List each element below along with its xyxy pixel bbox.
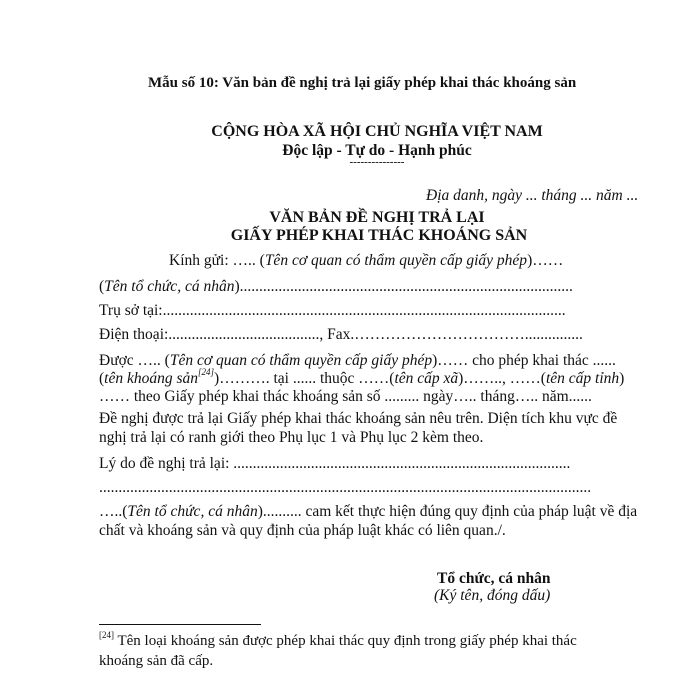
commitment-line1: …..(Tên tổ chức, cá nhân).......... cam kết thực hiện đúng quy định của pháp luật về địa: [99, 503, 638, 520]
address-field: Trụ sở tại:........................................................................................................: [99, 302, 566, 319]
request-para-line1: Đề nghị được trả lại Giấy phép khai thác khoáng sản nêu trên. Diện tích khu vực đề: [99, 410, 618, 427]
license-para-line3: …… theo Giấy phép khai thác khoáng sản số ......... ngày….. tháng….. năm......: [99, 388, 592, 405]
footnote-line1: [24] Tên loại khoáng sản được phép khai thác quy định trong giấy phép khai thác: [99, 630, 577, 649]
phone-fax-field: Điện thoại:......................................., Fax.……………………………...............: [99, 326, 583, 343]
document-title-line1: VĂN BẢN ĐỀ NGHỊ TRẢ LẠI: [269, 209, 485, 226]
footnote-line2: khoáng sản đã cấp.: [99, 653, 214, 669]
footnote-separator: [99, 624, 261, 625]
footnote-marker: [24]: [99, 630, 114, 640]
footnote-ref: [24]: [198, 367, 215, 377]
place-date-line: Địa danh, ngày ... tháng ... năm ...: [426, 187, 639, 204]
national-motto: Độc lập - Tự do - Hạnh phúc: [282, 142, 472, 159]
document-title-line2: GIẤY PHÉP KHAI THÁC KHOÁNG SẢN: [230, 227, 528, 244]
header-divider: ---------------: [349, 156, 405, 168]
signature-title: Tổ chức, cá nhân: [437, 570, 551, 587]
license-para-line1: Được ….. (Tên cơ quan có thẩm quyền cấp giấy phép)…… cho phép khai thác ......: [99, 352, 616, 369]
reason-field: Lý do đề nghị trả lại: .......................................................................................: [99, 455, 571, 472]
form-title: Mẫu số 10: Văn bản đề nghị trả lại giấy phép khai thác khoáng sản: [148, 75, 577, 91]
signature-note: (Ký tên, đóng dấu): [434, 587, 551, 604]
request-para-line2: nghị trả lại có ranh giới theo Phụ lục 1 và Phụ lục 2 kèm theo.: [99, 429, 484, 446]
reason-dotted-line: ...............................................................................................................................: [99, 479, 592, 496]
recipient-line: Kính gửi: ….. (Tên cơ quan có thẩm quyền cấp giấy phép)……: [169, 252, 564, 269]
organization-field: (Tên tổ chức, cá nhân)......................................................................................: [99, 278, 573, 295]
commitment-line2: chất và khoáng sản và quy định của pháp luật khác có liên quan./.: [99, 522, 506, 539]
country-name: CỘNG HÒA XÃ HỘI CHỦ NGHĨA VIỆT NAM: [211, 123, 543, 140]
license-para-line2: (tên khoáng sản[24])………. tại ...... thuộc ……(tên cấp xã)…….., ……(tên cấp tỉnh): [99, 367, 625, 387]
